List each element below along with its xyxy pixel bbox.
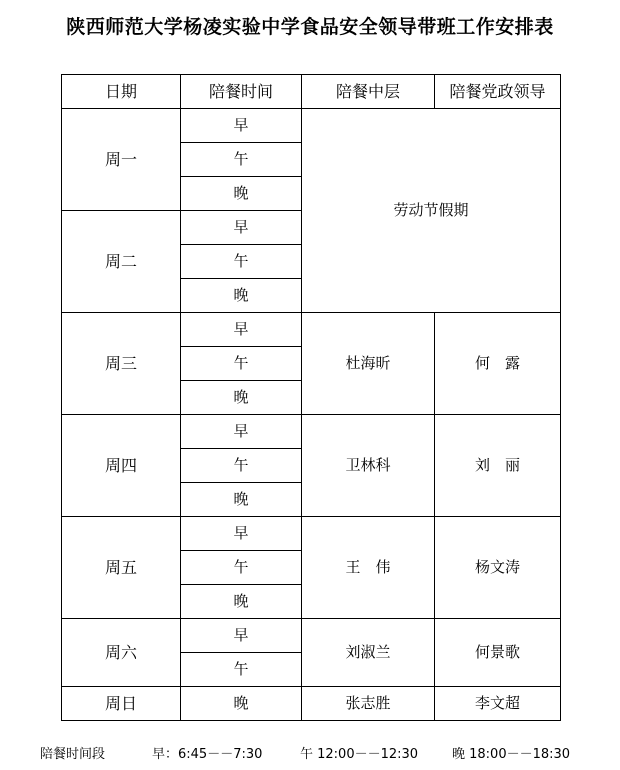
meal-morning: 早 (181, 109, 302, 143)
header-date: 日期 (62, 75, 181, 109)
footer-morning-time: 早：6:45－－7:30 (152, 747, 263, 762)
header-meal-time: 陪餐时间 (181, 75, 302, 109)
meal-evening: 晚 (181, 483, 302, 517)
meal-evening: 晚 (181, 687, 302, 721)
meal-morning: 早 (181, 415, 302, 449)
party-leader-saturday: 何景歌 (435, 619, 561, 687)
meal-noon: 午 (181, 653, 302, 687)
meal-noon: 午 (181, 347, 302, 381)
middle-manager-wednesday: 杜海昕 (302, 313, 435, 415)
table-row (62, 415, 561, 449)
day-wednesday: 周三 (62, 313, 181, 415)
middle-manager-thursday: 卫林科 (302, 415, 435, 517)
meal-evening: 晚 (181, 381, 302, 415)
meal-morning: 早 (181, 313, 302, 347)
party-leader-thursday: 刘 丽 (435, 415, 561, 517)
meal-evening: 晚 (181, 177, 302, 211)
meal-morning: 早 (181, 517, 302, 551)
table-row (62, 517, 561, 551)
day-sunday: 周日 (62, 687, 181, 721)
footer-evening-time: 晚 18:00－－18:30 (452, 747, 571, 762)
party-leader-wednesday: 何 露 (435, 313, 561, 415)
day-saturday: 周六 (62, 619, 181, 687)
day-friday: 周五 (62, 517, 181, 619)
meal-noon: 午 (181, 551, 302, 585)
table-row (62, 109, 561, 143)
header-middle-manager: 陪餐中层 (302, 75, 435, 109)
party-leader-sunday: 李文超 (435, 687, 561, 721)
holiday-cell: 劳动节假期 (302, 109, 561, 313)
meal-morning: 早 (181, 619, 302, 653)
meal-evening: 晚 (181, 279, 302, 313)
day-tuesday: 周二 (62, 211, 181, 313)
table-row (62, 313, 561, 347)
middle-manager-sunday: 张志胜 (302, 687, 435, 721)
table-row (62, 687, 561, 721)
middle-manager-saturday: 刘淑兰 (302, 619, 435, 687)
meal-noon: 午 (181, 245, 302, 279)
meal-noon: 午 (181, 449, 302, 483)
table-header-row (62, 75, 561, 109)
meal-time-footer (40, 743, 570, 762)
footer-label: 陪餐时间段 (40, 747, 106, 762)
day-monday: 周一 (62, 109, 181, 211)
header-party-leader: 陪餐党政领导 (435, 75, 561, 109)
meal-morning: 早 (181, 211, 302, 245)
footer-noon-time: 午 12:00－－12:30 (300, 747, 419, 762)
meal-noon: 午 (181, 143, 302, 177)
party-leader-friday: 杨文涛 (435, 517, 561, 619)
duty-roster-table (61, 74, 561, 721)
table-row (62, 619, 561, 653)
day-thursday: 周四 (62, 415, 181, 517)
meal-evening: 晚 (181, 585, 302, 619)
page-title: 陕西师范大学杨凌实验中学食品安全领导带班工作安排表 (66, 16, 554, 38)
middle-manager-friday: 王 伟 (302, 517, 435, 619)
